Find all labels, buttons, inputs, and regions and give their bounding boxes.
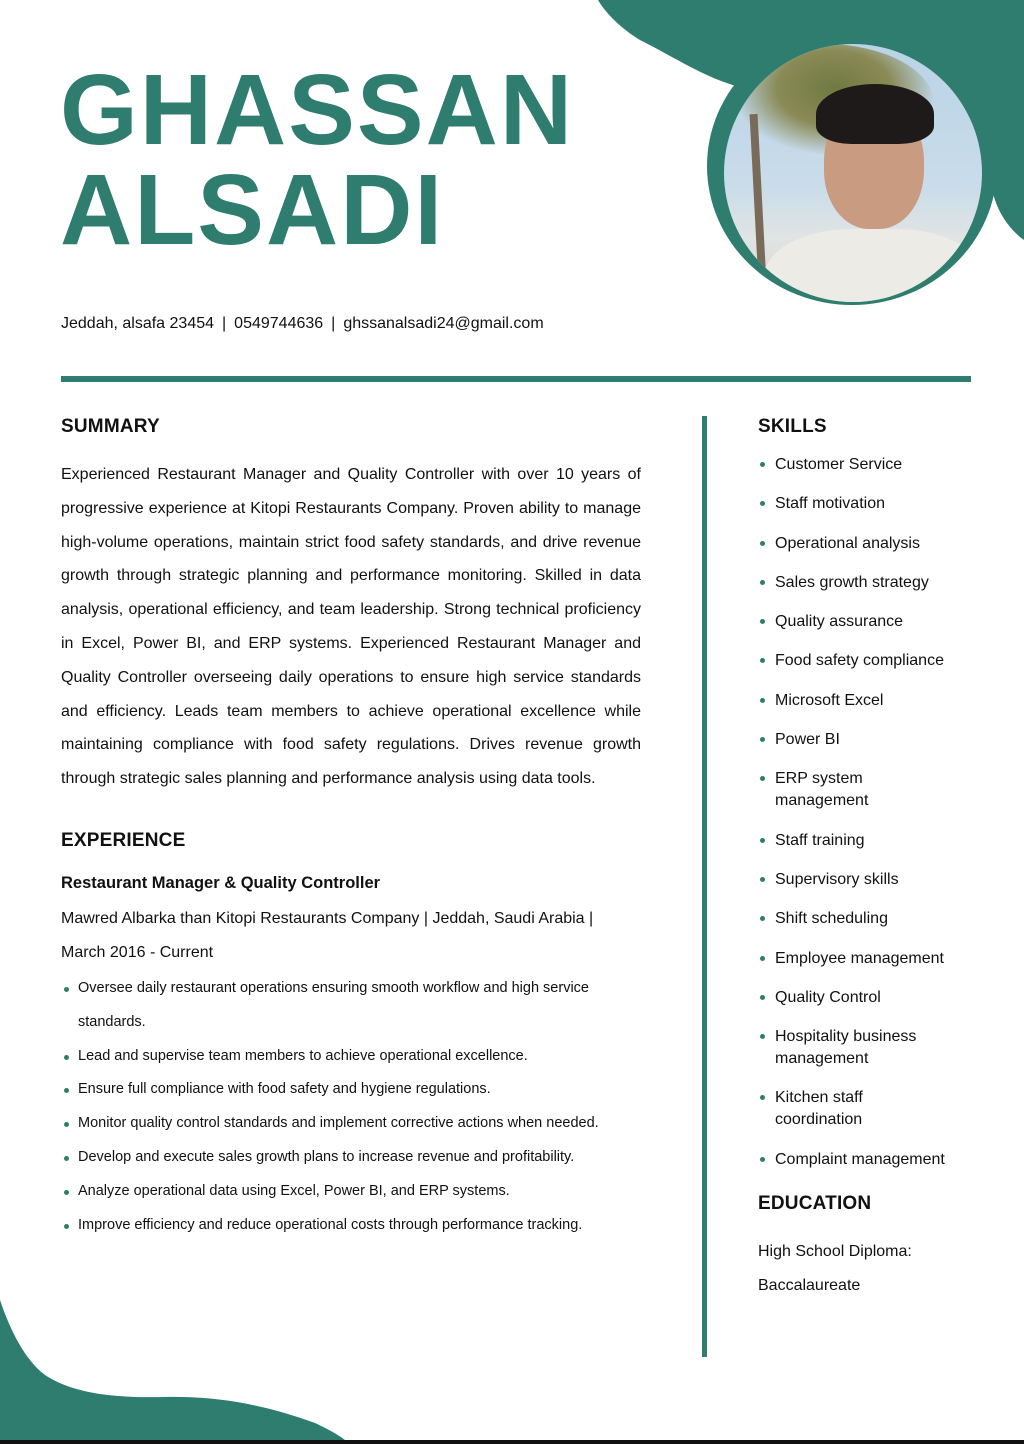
bullet-icon	[760, 1157, 765, 1162]
contact-separator: |	[222, 315, 227, 332]
contact-line	[61, 315, 544, 333]
skill-item: Operational analysis	[758, 533, 978, 555]
summary-section	[61, 416, 641, 796]
experience-section	[61, 830, 641, 1242]
candidate-name	[60, 54, 575, 266]
bullet-icon	[760, 956, 765, 961]
bullet-icon	[760, 1034, 765, 1039]
bullet-icon	[760, 1095, 765, 1100]
bullet-icon	[64, 1055, 69, 1060]
skill-item: Complaint management	[758, 1149, 978, 1171]
bullet-icon	[760, 580, 765, 585]
bullet-icon	[760, 776, 765, 781]
bullet-icon	[760, 737, 765, 742]
skills-heading: SKILLS	[758, 416, 827, 437]
skill-item: Food safety compliance	[758, 650, 978, 672]
education-section	[758, 1193, 978, 1303]
bullet-icon	[760, 838, 765, 843]
skills-list	[758, 454, 978, 1171]
bullet-icon	[760, 658, 765, 663]
photo-shirt	[764, 229, 982, 302]
skills-section	[758, 416, 978, 1171]
job-title: Restaurant Manager & Quality Controller	[61, 873, 381, 892]
job-entry	[61, 874, 641, 1242]
skill-item: Customer Service	[758, 454, 978, 476]
skill-item: Sales growth strategy	[758, 572, 978, 594]
skill-item: Staff training	[758, 830, 978, 852]
skill-item: Microsoft Excel	[758, 690, 978, 712]
bullet-icon	[760, 462, 765, 467]
page-bottom-edge	[0, 1440, 1024, 1444]
contact-email[interactable]: ghssanalsadi24@gmail.com	[343, 315, 544, 332]
job-bullet: Improve efficiency and reduce operational costs through performance tracking.	[61, 1209, 641, 1243]
job-bullet: Oversee daily restaurant operations ensuring smooth workflow and high service standards.	[61, 972, 641, 1040]
bullet-icon	[760, 619, 765, 624]
skill-item: Quality Control	[758, 987, 978, 1009]
skill-item: Supervisory skills	[758, 869, 978, 891]
bottom-left-blob	[0, 1300, 345, 1440]
bullet-icon	[64, 987, 69, 992]
last-name: ALSADI	[60, 154, 445, 266]
profile-photo-frame	[707, 27, 997, 305]
photo-hair	[816, 84, 934, 144]
skill-item: Quality assurance	[758, 611, 978, 633]
skill-item: ERP system management	[758, 768, 898, 812]
skill-item: Employee management	[758, 948, 978, 970]
bullet-icon	[64, 1122, 69, 1127]
bullet-icon	[760, 916, 765, 921]
summary-text: Experienced Restaurant Manager and Quality Controller with over 10 years of progressive experience at Kitopi Restaurants Company. Proven ability to manage high-volume operations, maintain strict food safety standards, and drive revenue growth through strategic planning and performance monitoring. Skilled in data analysis, operational efficiency, and team leadership. Strong technical proficiency in Excel, Power BI, and ERP systems. Experienced Restaurant Manager and Quality Controller overseeing daily operations to ensure high service standards and efficiency. Leads team members to achieve operational excellence while maintaining compliance with food safety regulations. Drives revenue growth through strategic sales planning and performance analysis using data tools.	[61, 466, 641, 788]
first-name: GHASSAN	[60, 54, 575, 166]
bullet-icon	[760, 541, 765, 546]
skill-item: Kitchen staff coordination	[758, 1087, 898, 1131]
main-column	[61, 416, 641, 1242]
summary-heading: SUMMARY	[61, 416, 160, 437]
job-bullet: Analyze operational data using Excel, Power BI, and ERP systems.	[61, 1175, 641, 1209]
job-bullets	[61, 972, 641, 1242]
bullet-icon	[64, 1156, 69, 1161]
skill-item: Staff motivation	[758, 493, 978, 515]
bullet-icon	[760, 501, 765, 506]
job-bullet: Ensure full compliance with food safety and hygiene regulations.	[61, 1073, 641, 1107]
experience-heading: EXPERIENCE	[61, 829, 186, 851]
job-bullet: Monitor quality control standards and implement corrective actions when needed.	[61, 1107, 641, 1141]
bullet-icon	[760, 698, 765, 703]
header-divider	[61, 376, 971, 382]
skill-item: Hospitality business management	[758, 1026, 948, 1070]
bullet-icon	[760, 995, 765, 1000]
profile-photo	[724, 44, 982, 302]
bullet-icon	[64, 1088, 69, 1093]
sidebar-column	[758, 416, 978, 1303]
job-meta: Mawred Albarka than Kitopi Restaurants Company | Jeddah, Saudi Arabia | March 2016 - Current	[61, 909, 594, 961]
education-heading: EDUCATION	[758, 1192, 872, 1214]
job-bullet: Develop and execute sales growth plans to increase revenue and profitability.	[61, 1141, 641, 1175]
bullet-icon	[64, 1190, 69, 1195]
skill-item: Power BI	[758, 729, 978, 751]
column-divider	[702, 416, 707, 1357]
bullet-icon	[64, 1224, 69, 1229]
contact-address: Jeddah, alsafa 23454	[61, 315, 215, 332]
contact-separator: |	[331, 315, 336, 332]
skill-item: Shift scheduling	[758, 908, 978, 930]
job-bullet: Lead and supervise team members to achieve operational excellence.	[61, 1040, 641, 1074]
bullet-icon	[760, 877, 765, 882]
contact-phone: 0549744636	[234, 315, 324, 332]
education-text: High School Diploma: Baccalaureate	[758, 1242, 912, 1294]
